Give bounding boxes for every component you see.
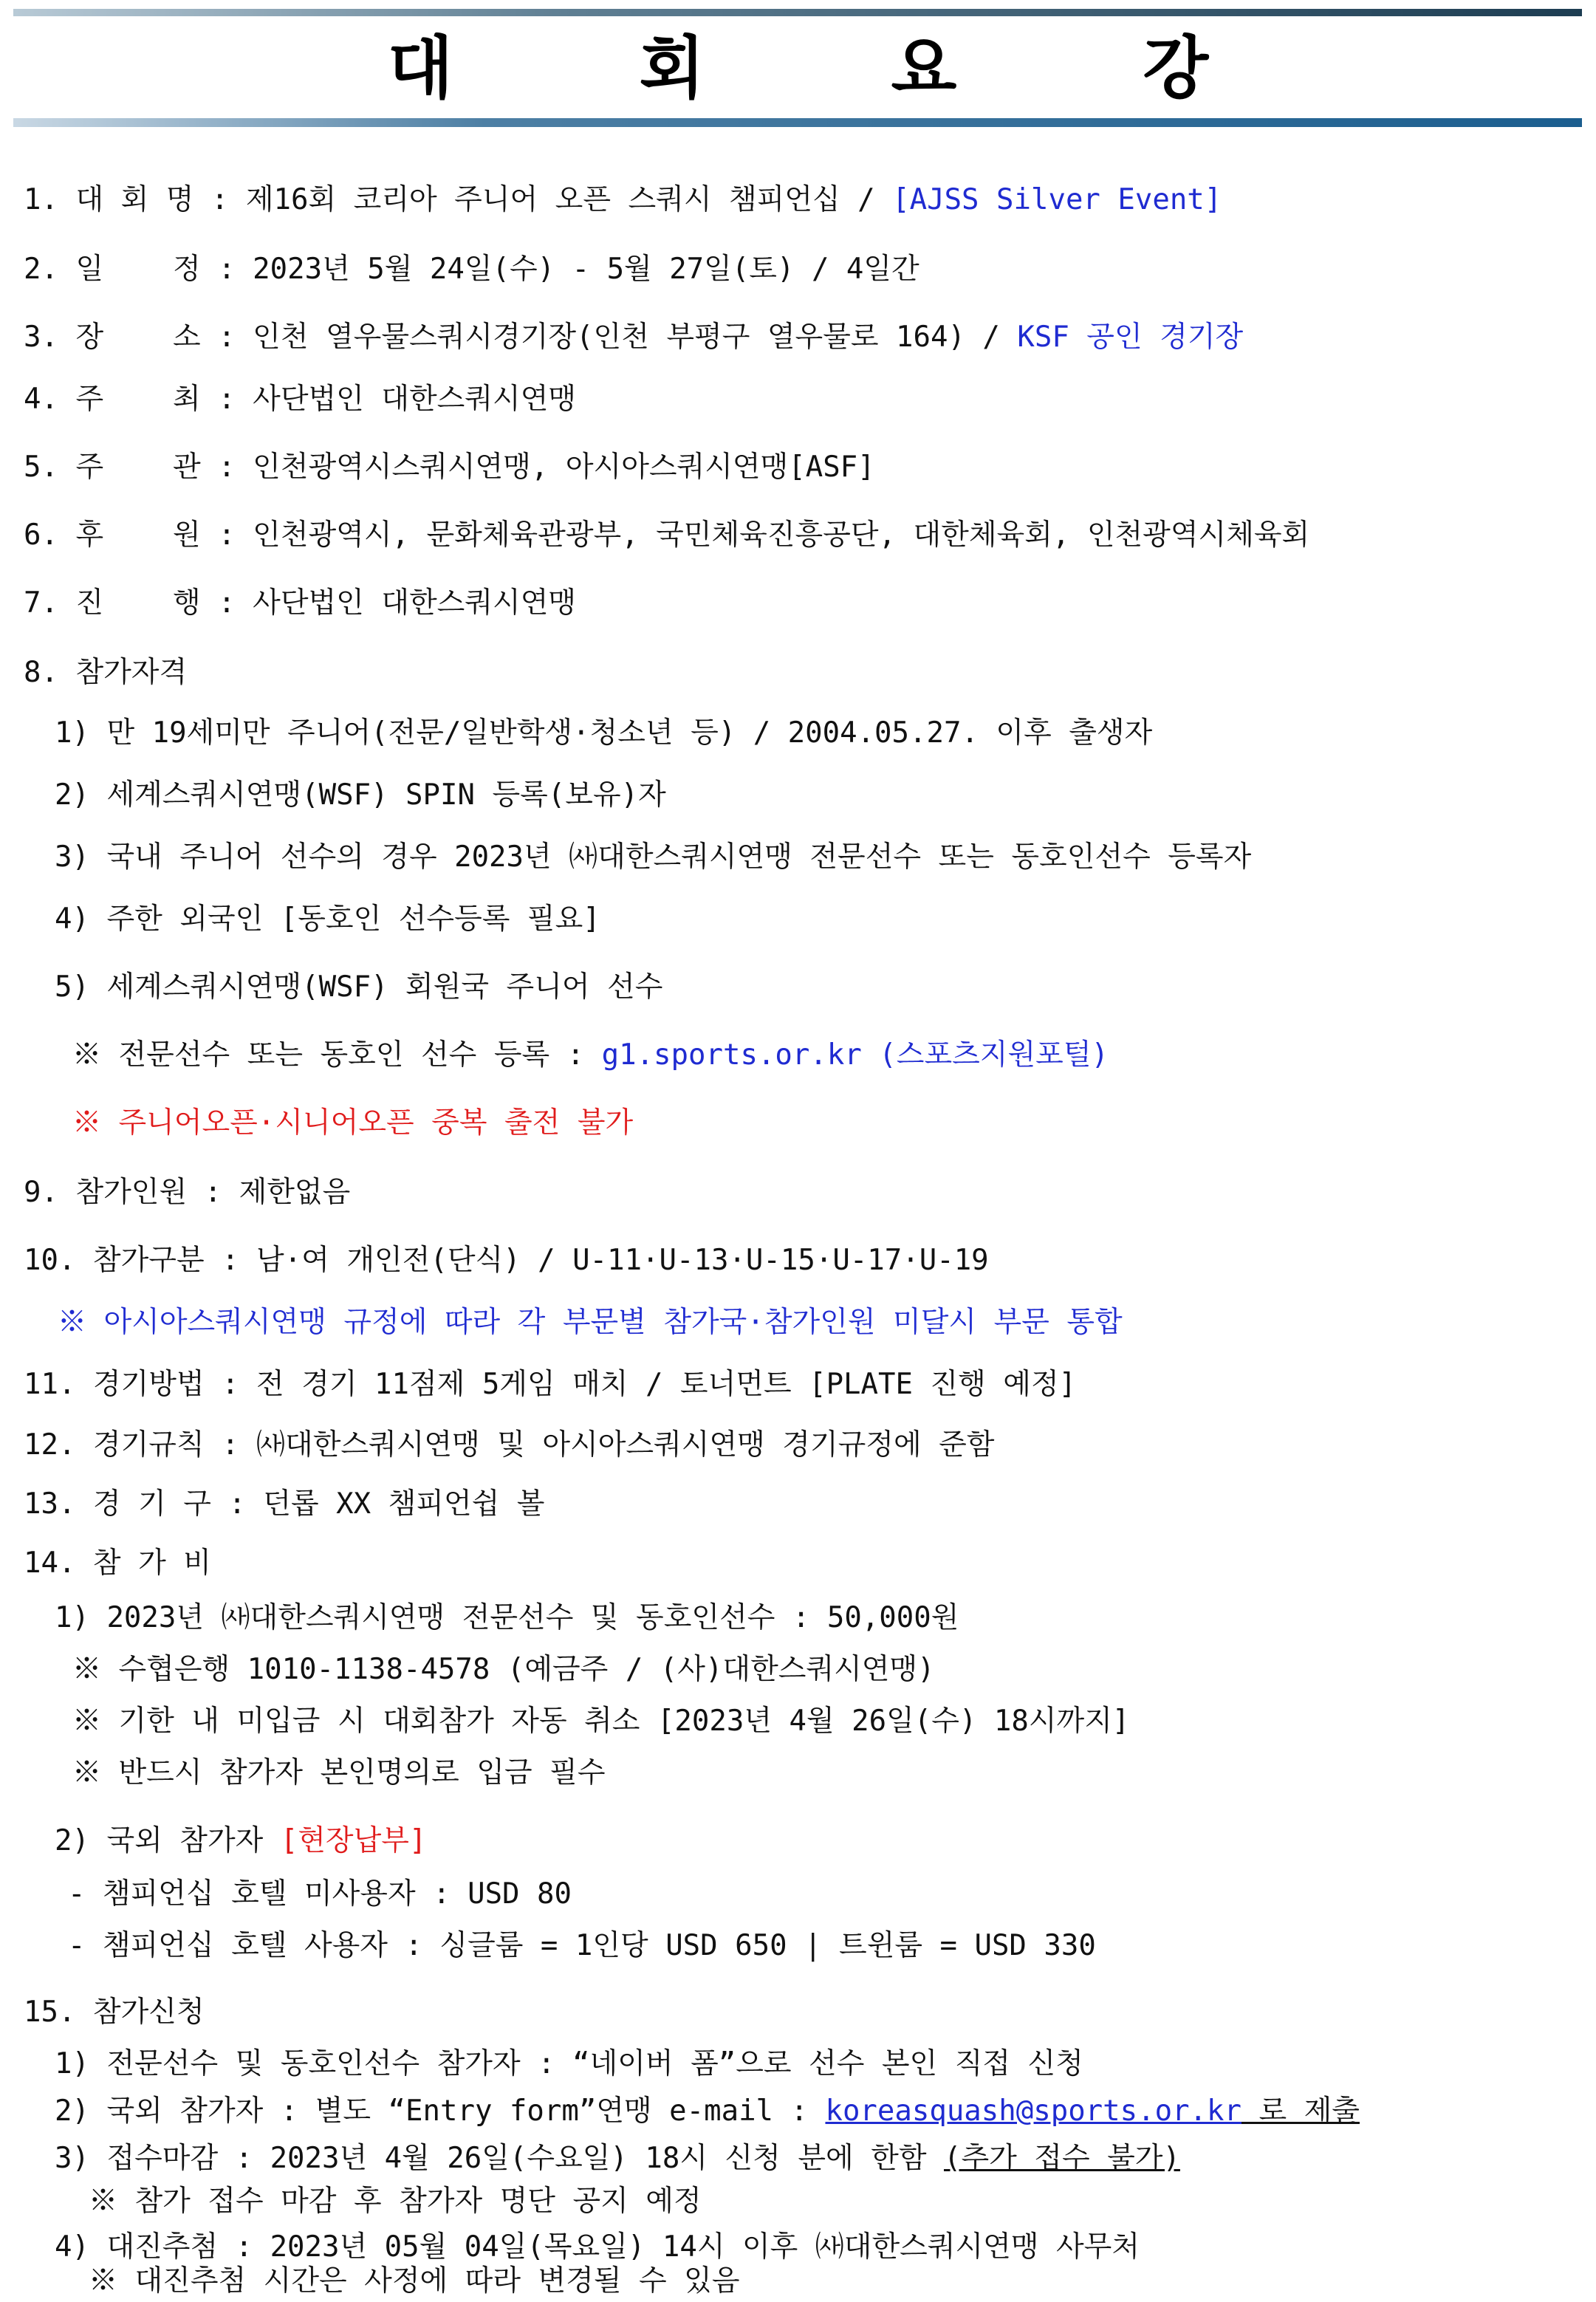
eligibility-heading: 8. 참가자격	[24, 656, 188, 689]
venue-text: 3. 장 소 : 인천 열우물스쿼시경기장(인천 부평구 열우물로 164) /	[24, 321, 1018, 354]
eligibility-note-duplicate: ※ 주니어오픈·시니어오픈 중복 출전 불가	[72, 1106, 634, 1140]
eligibility-note-registration	[72, 1037, 1109, 1074]
email-link[interactable]: koreasquash@sports.or.kr	[825, 2094, 1241, 2128]
item-host: 4. 주 최 : 사단법인 대한스쿼시연맹	[24, 383, 577, 416]
application-note: ※ 참가 접수 마감 후 참가자 명단 공지 예정	[89, 2185, 702, 2218]
eligibility-row: 3) 국내 주니어 선수의 경우 2023년 ㈔대한스쿼시연맹 전문선수 또는 동호인선수 등록자	[55, 840, 1252, 874]
item-date: 2. 일 정 : 2023년 5월 24일(수) - 5월 27일(토) / 4일간	[24, 253, 919, 286]
eligibility-row: 2) 세계스쿼시연맹(WSF) SPIN 등록(보유)자	[55, 778, 666, 812]
eligibility-row: 1) 만 19세미만 주니어(전문/일반학생·청소년 등) / 2004.05.27. 이후 출생자	[55, 716, 1153, 750]
eligibility-row: 4) 주한 외국인 [동호인 선수등록 필요]	[55, 902, 600, 936]
fee-foreign-row: - 챔피언십 호텔 사용자 : 싱글룸 = 1인당 USD 650 | 트윈룸 = USD 330	[68, 1929, 1096, 1962]
application-text: 3) 접수마감 : 2023년 4월 26일(수요일) 18시 신청 분에 한함	[55, 2142, 944, 2175]
application-row: 4) 대진추첨 : 2023년 05월 04일(목요일) 14시 이후 ㈔대한스쿼시연맹 사무처	[55, 2230, 1140, 2264]
page-title: 대 회 요 강	[387, 29, 1290, 108]
item-event-name	[24, 182, 1222, 219]
fee-note: ※ 기한 내 미입금 시 대회참가 자동 취소 [2023년 4월 26일(수) 18시까지]	[72, 1705, 1130, 1738]
application-row	[55, 2140, 1180, 2177]
venue-certified-tag: KSF 공인 경기장	[1017, 321, 1244, 354]
onsite-payment-tag: [현장납부]	[280, 1824, 427, 1857]
application-text: 로 제출	[1241, 2094, 1360, 2128]
item-venue	[24, 319, 1243, 356]
categories-note: ※ 아시아스쿼시연맹 규정에 따라 각 부문별 참가국·참가인원 미달시 부문 통합	[58, 1306, 1123, 1339]
item-method: 11. 경기방법 : 전 경기 11점제 5게임 매치 / 토너먼트 [PLATE 진행 예정]	[24, 1368, 1077, 1401]
fee-domestic: 1) 2023년 ㈔대한스쿼시연맹 전문선수 및 동호인선수 : 50,000원	[55, 1601, 959, 1634]
application-text: 2) 국외 참가자 : 별도 “Entry form”연맹 e-mail :	[55, 2094, 826, 2128]
event-name-text: 제16회 코리아 주니어 오픈 스쿼시 챔피언십 /	[245, 183, 893, 216]
item-ball: 13. 경 기 구 : 던롭 XX 챔피언쉽 볼	[24, 1487, 545, 1521]
fee-note: ※ 수협은행 1010-1138-4578 (예금주 / (사)대한스쿼시연맹)	[72, 1653, 935, 1686]
application-note: ※ 대진추첨 시간은 사정에 따라 변경될 수 있음	[89, 2264, 740, 2298]
item-progress: 7. 진 행 : 사단법인 대한스쿼시연맹	[24, 586, 577, 620]
application-row: 1) 전문선수 및 동호인선수 참가자 : “네이버 폼”으로 선수 본인 직접 신청	[55, 2047, 1083, 2080]
item-organizer: 5. 주 관 : 인천광역시스쿼시연맹, 아시아스쿼시연맹[ASF]	[24, 451, 875, 484]
item-participants: 9. 참가인원 : 제한없음	[24, 1176, 351, 1209]
fee-note: ※ 반드시 참가자 본인명의로 입금 필수	[72, 1756, 606, 1789]
application-heading: 15. 참가신청	[24, 1996, 205, 2029]
title-top-rule	[13, 9, 1582, 16]
event-tier-tag: [AJSS Silver Event]	[892, 183, 1222, 216]
item-label: 1. 대 회 명 :	[24, 183, 246, 216]
eligibility-row: 5) 세계스쿼시연맹(WSF) 회원국 주니어 선수	[55, 970, 663, 1004]
fee-foreign-text: 2) 국외 참가자	[55, 1824, 281, 1857]
fee-foreign	[55, 1823, 426, 1860]
item-categories: 10. 참가구분 : 남·여 개인전(단식) / U-11·U-13·U-15·U-17·U-19	[24, 1244, 989, 1277]
fee-heading: 14. 참 가 비	[24, 1546, 211, 1580]
note-text: ※ 전문선수 또는 동호인 선수 등록 :	[72, 1038, 602, 1072]
sports-portal-link[interactable]: g1.sports.or.kr (스포츠지원포털)	[601, 1038, 1109, 1072]
fee-foreign-row: - 챔피언십 호텔 미사용자 : USD 80	[68, 1877, 572, 1911]
application-row	[55, 2093, 1360, 2130]
item-rules: 12. 경기규칙 : ㈔대한스쿼시연맹 및 아시아스쿼시연맹 경기규정에 준함	[24, 1428, 995, 1462]
no-late-entry-tag: (추가 접수 불가)	[943, 2142, 1180, 2175]
item-sponsor: 6. 후 원 : 인천광역시, 문화체육관광부, 국민체육진흥공단, 대한체육회, 인천광역시체육회	[24, 518, 1310, 552]
title-bottom-rule	[13, 118, 1582, 127]
